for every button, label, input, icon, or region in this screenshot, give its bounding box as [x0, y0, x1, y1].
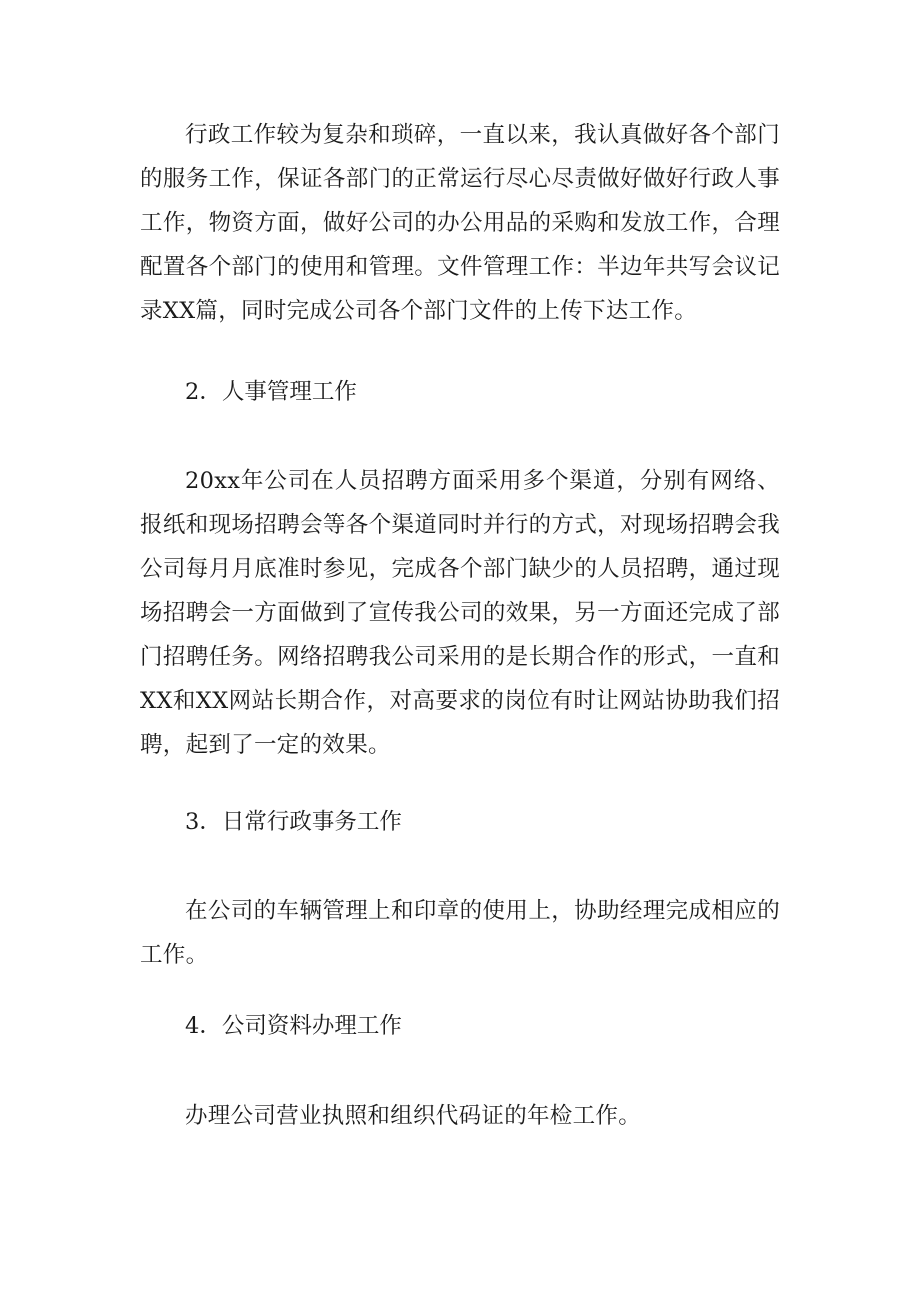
paragraph-vehicle-seal: 在公司的车辆管理上和印章的使用上，协助经理完成相应的工作。: [140, 898, 780, 968]
paragraph-license-inspection: 办理公司营业执照和组织代码证的年检工作。: [185, 1103, 642, 1129]
heading-company-documents: 4．公司资料办理工作: [185, 1013, 402, 1039]
heading-daily-admin-affairs: 3．日常行政事务工作: [185, 809, 402, 835]
heading-personnel-management: 2．人事管理工作: [185, 379, 357, 405]
paragraph-admin-work: 行政工作较为复杂和琐碎，一直以来，我认真做好各个部门的服务工作，保证各部门的正常运行尽心尽责做好做好行政人事工作，物资方面，做好公司的办公用品的采购和发放工作，合理配置各个部门的使用和管理。文件管理工作：半边年共写会议记录XX篇，同时完成公司各个部门文件的上传下达工作。: [140, 122, 780, 324]
paragraph-recruitment: 20xx年公司在人员招聘方面采用多个渠道，分别有网络、报纸和现场招聘会等各个渠道同时并行的方式，对现场招聘会我公司每月月底准时参见，完成各个部门缺少的人员招聘，通过现场招聘会一方面做到了宣传我公司的效果，另一方面还完成了部门招聘任务。网络招聘我公司采用的是长期合作的形式，一直和XX和XX网站长期合作，对高要求的岗位有时让网站协助我们招聘，起到了一定的效果。: [140, 468, 780, 758]
